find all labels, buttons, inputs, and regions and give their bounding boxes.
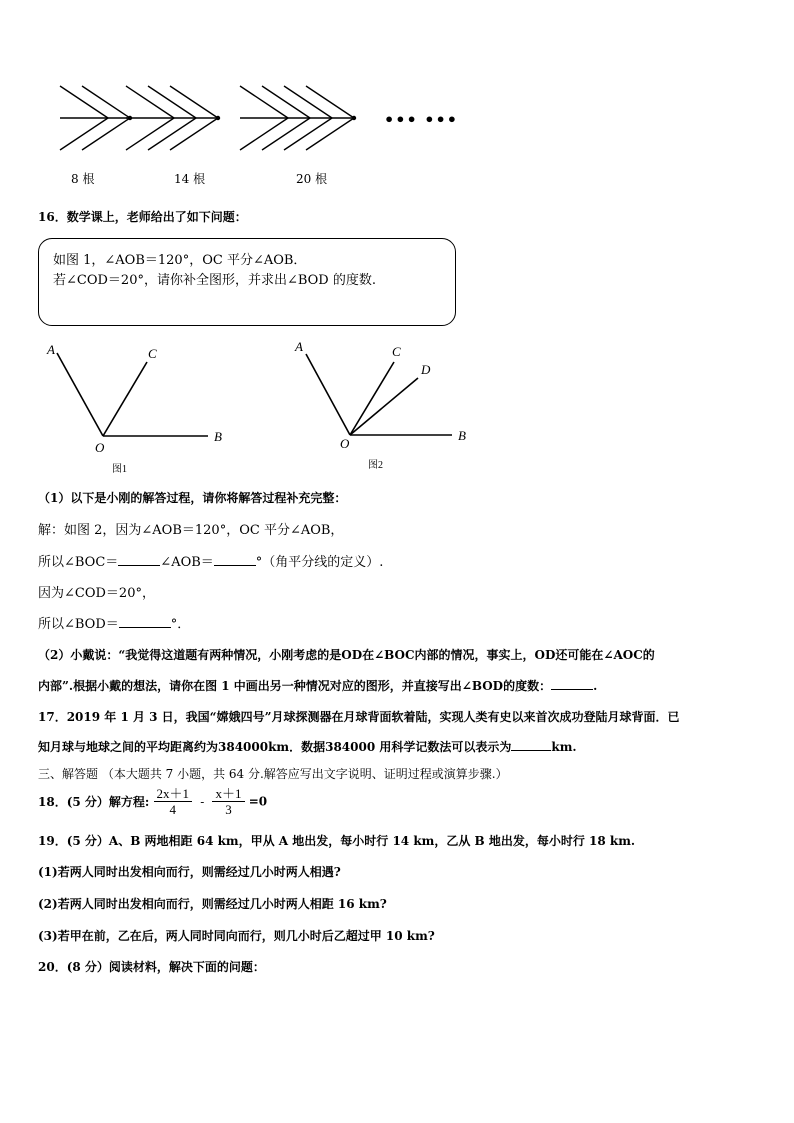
stick-tip-dot (353, 117, 356, 120)
stick-diagonal (60, 118, 108, 150)
answer-blank-2[interactable] (214, 553, 256, 566)
stick-diagonal (262, 118, 310, 150)
q18-frac2-numerator: x＋1 (212, 786, 244, 802)
q18-equation (38, 786, 267, 817)
q16-part2-end: . (593, 679, 598, 693)
stick-diagonal (82, 86, 130, 118)
answer-blank-1[interactable] (118, 553, 160, 566)
fig1-point-a: A (47, 342, 55, 357)
stick-tip-dot (217, 117, 220, 120)
q16-title: 16．数学课上，老师给出了如下问题： (38, 210, 247, 224)
q16-box-line2: 若∠COD＝20°，请你补全图形，并求出∠BOD 的度数. (53, 273, 376, 288)
fig2-caption: 图2 (368, 460, 383, 471)
fig2-point-d: D (421, 362, 431, 377)
q16-sol2-b: ∠AOB＝ (160, 555, 214, 570)
q16-sol4-a: 所以∠BOD＝ (38, 617, 119, 632)
q20-stem: 20．(8 分）阅读材料，解决下面的问题： (38, 960, 265, 974)
stick-diagonal (240, 118, 288, 150)
stick-diagonal (82, 118, 130, 150)
answer-blank-5[interactable] (511, 738, 551, 751)
q16-sol2-c: °（角平分线的定义）. (255, 555, 384, 570)
q18-fraction-1 (154, 786, 193, 817)
pattern-label-8: 8 根 (71, 172, 95, 186)
q18-frac2-denominator: 3 (225, 802, 232, 817)
q16-problem-box (38, 238, 456, 326)
stick-diagonal (240, 86, 288, 118)
q16-box-line1: 如图 1，∠AOB＝120°，OC 平分∠AOB． (53, 253, 307, 268)
fig2-point-b: B (458, 428, 466, 443)
stick-diagonal (126, 86, 174, 118)
q16-solution-line2 (38, 551, 383, 570)
fig1-point-c: C (148, 346, 157, 361)
q16-sol4-b: °． (170, 617, 191, 632)
q16-part2-line1: （2）小戴说：“我觉得这道题有两种情况，小刚考虑的是OD在∠BOC内部的情况，事实上，OD还可能在∠AOC的 (38, 648, 655, 662)
q19-part1: (1)若两人同时出发相向而行，则需经过几小时两人相遇? (38, 865, 341, 879)
q17-text: 知月球与地球之间的平均距离约为384000km．数据384000 用科学记数法可以表示为 (38, 740, 512, 754)
q16-part1-intro: （1）以下是小刚的解答过程，请你将解答过程补充完整： (38, 491, 347, 505)
pattern-ellipsis: ••• ••• (384, 110, 458, 129)
stick-diagonal (148, 86, 196, 118)
stick-diagonal (284, 118, 332, 150)
stick-diagonal (148, 118, 196, 150)
q19-part3: (3)若甲在前，乙在后，两人同时同向而行，则几小时后乙超过甲 10 km? (38, 929, 435, 943)
stick-diagonal (170, 118, 218, 150)
q17-line1: 17．2019 年 1 月 3 日，我国“嫦娥四号”月球探测器在月球背面软着陆，实现人类有史以来首次成功登陆月球背面．已 (38, 710, 680, 724)
answer-blank-3[interactable] (119, 615, 171, 628)
fig1-point-o: O (95, 440, 105, 455)
q16-part2-line2 (38, 677, 597, 694)
stick-diagonal (60, 86, 108, 118)
figure-2 (290, 334, 490, 474)
q19-part2: (2)若两人同时出发相向而行，则需经过几小时两人相距 16 km? (38, 897, 387, 911)
stick-diagonal (284, 86, 332, 118)
q17-line2 (38, 738, 577, 755)
q16-part2-text: 内部”.根据小戴的想法，请你在图 1 中画出另一种情况对应的图形，并直接写出∠BOD的度数： (38, 679, 552, 693)
fig2-point-a: A (295, 339, 303, 354)
q18-minus: - (200, 794, 205, 809)
fig1-caption: 图1 (112, 464, 127, 475)
q16-sol2-a: 所以∠BOC＝ (38, 555, 119, 570)
fig2-point-c: C (392, 344, 401, 359)
stick-diagonal (126, 118, 174, 150)
q16-solution-line3: 因为∠COD＝20°， (38, 586, 155, 601)
q18-frac1-denominator: 4 (169, 802, 177, 817)
answer-blank-4[interactable] (551, 677, 593, 690)
pattern-label-20: 20 根 (296, 172, 328, 186)
figure-1 (40, 338, 240, 478)
q16-solution-line4 (38, 613, 190, 632)
section-3-heading: 三、解答题 （本大题共 7 小题，共 64 分.解答应写出文字说明、证明过程或演算步骤.） (38, 767, 508, 781)
stick-diagonal (306, 86, 354, 118)
stick-diagonal (262, 86, 310, 118)
q16-solution-line1: 解：如图 2，因为∠AOB＝120°，OC 平分∠AOB， (38, 523, 344, 538)
q18-frac1-numerator: 2x＋1 (154, 786, 193, 802)
pattern-label-14: 14 根 (174, 172, 206, 186)
q18-prefix: 18．(5 分）解方程: (38, 795, 150, 809)
fig1-point-b: B (214, 429, 222, 444)
stick-diagonal (306, 118, 354, 150)
q17-unit: km. (551, 740, 577, 754)
q18-fraction-2 (212, 786, 244, 817)
q19-stem: 19．(5 分）A、B 两地相距 64 km，甲从 A 地出发，每小时行 14 km，乙从 B 地出发，每小时行 18 km. (38, 834, 636, 848)
fig2-point-o: O (340, 436, 350, 451)
stick-diagonal (170, 86, 218, 118)
q18-suffix: =0 (248, 794, 268, 809)
